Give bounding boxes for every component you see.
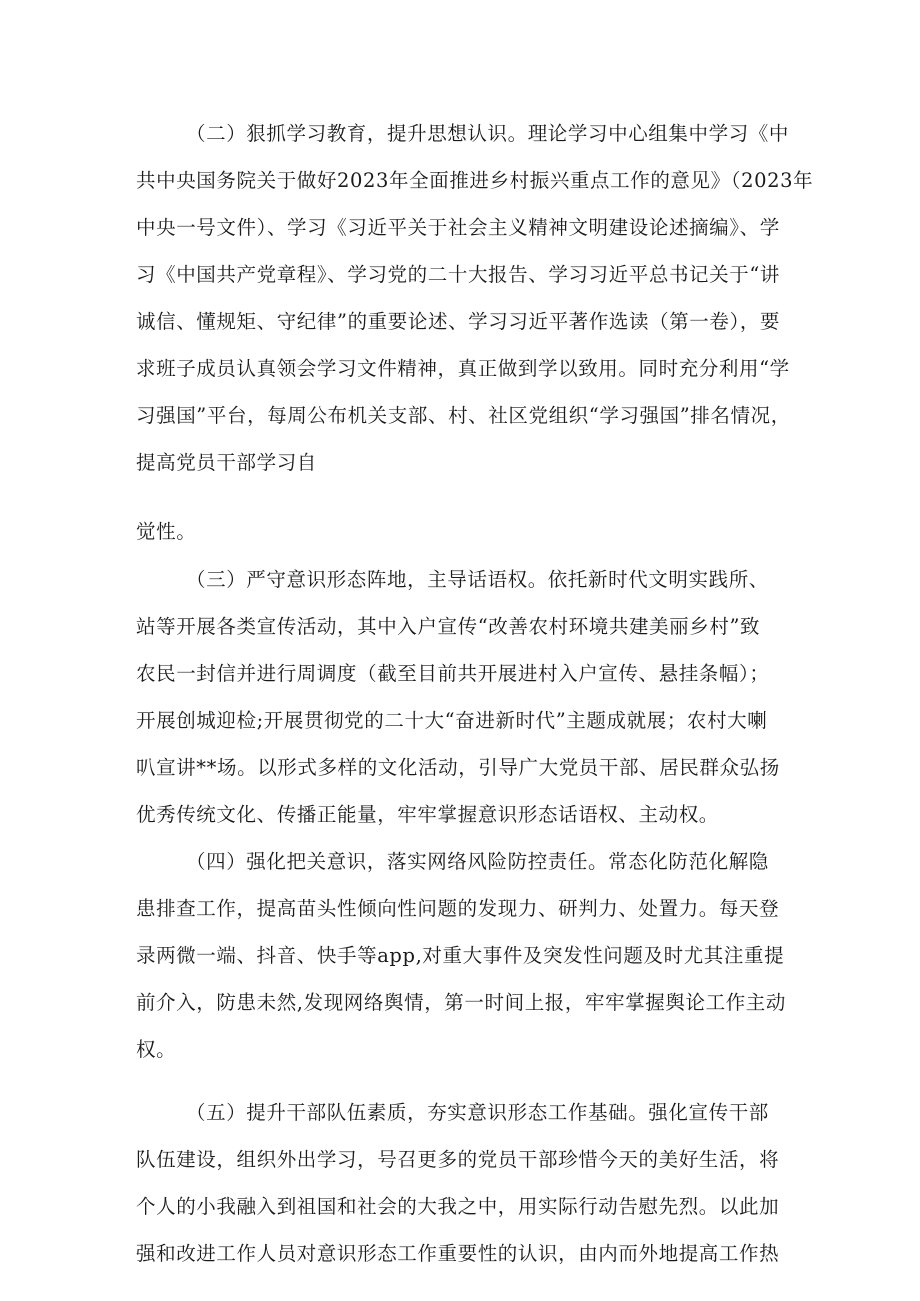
paragraph-2-line-6: 求班子成员认真领会学习文件精神，真正做到学以致用。同时充分利用“学 xyxy=(136,357,790,380)
paragraph-3-line-1: （三）严守意识形态阵地，主导话语权。依托新时代文明实践所、 xyxy=(186,568,769,591)
paragraph-4-line-2: 患排查工作，提高苗头性倾向性问题的发现力、研判力、处置力。每天登 xyxy=(136,897,780,920)
paragraph-3-line-4: 开展创城迎检;开展贯彻党的二十大“奋进新时代”主题成就展；农村大喇 xyxy=(136,709,768,732)
paragraph-2-line-2: 共中央国务院关于做好2023年全面推进乡村振兴重点工作的意见》（2023年 xyxy=(136,169,814,192)
paragraph-3-line-3: 农民一封信并进行周调度（截至目前共开展进村入户宣传、悬挂条幅）； xyxy=(136,662,770,685)
paragraph-5-line-1: （五）提升干部队伍素质，夯实意识形态工作基础。强化宣传干部 xyxy=(186,1101,769,1124)
paragraph-4-line-1: （四）强化把关意识，落实网络风险防控责任。常态化防范化解隐 xyxy=(186,850,769,873)
paragraph-2-line-5: 诚信、懂规矩、守纪律”的重要论述、学习习近平著作选读（第一卷），要 xyxy=(136,310,781,333)
paragraph-3-line-2: 站等开展各类宣传活动，其中入户宣传“改善农村环境共建美丽乡村”致 xyxy=(136,615,761,638)
paragraph-5-line-2: 队伍建设，组织外出学习，号召更多的党员干部珍惜今天的美好生活，将 xyxy=(136,1148,780,1171)
paragraph-4-line-5: 权。 xyxy=(136,1038,177,1061)
paragraph-2-line-1: （二）狠抓学习教育，提升思想认识。理论学习中心组集中学习《中 xyxy=(186,122,790,145)
paragraph-4-line-3: 录两微一端、抖音、快手等app,对重大事件及突发性问题及时尤其注重提 xyxy=(136,944,785,967)
paragraph-4-line-4: 前介入，防患未然,发现网络舆情，第一时间上报，牢牢掌握舆论工作主动 xyxy=(136,991,786,1014)
paragraph-3-line-6: 优秀传统文化、传播正能量，牢牢掌握意识形态话语权、主动权。 xyxy=(136,803,719,826)
paragraph-2-line-3: 中央一号文件）、学习《习近平关于社会主义精神文明建设论述摘编》、学 xyxy=(136,216,780,239)
paragraph-2-line-4: 习《中国共产党章程》、学习党的二十大报告、学习习近平总书记关于“讲 xyxy=(136,263,781,286)
paragraph-2-line-9: 觉性。 xyxy=(136,520,197,543)
paragraph-5-line-3: 个人的小我融入到祖国和社会的大我之中，用实际行动告慰先烈。以此加 xyxy=(136,1195,780,1218)
paragraph-5-line-4: 强和改进工作人员对意识形态工作重要性的认识，由内而外地提高工作热 xyxy=(136,1242,780,1265)
paragraph-3-line-5: 叭宣讲**场。以形式多样的文化活动，引导广大党员干部、居民群众弘扬 xyxy=(136,756,780,779)
paragraph-2-line-8: 提高党员干部学习自 xyxy=(136,451,317,474)
paragraph-2-line-7: 习强国”平台，每周公布机关支部、村、社区党组织“学习强国”排名情况， xyxy=(136,404,791,427)
